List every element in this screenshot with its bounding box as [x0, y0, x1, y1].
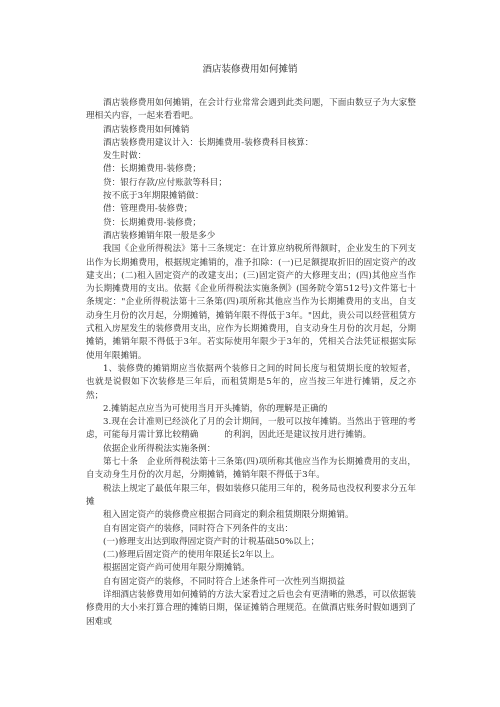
paragraph: 贷：长期摊费用-装修费；: [103, 217, 202, 228]
paragraph: 借：管理费用-装修费；: [103, 204, 193, 215]
paragraph: 自有固定资产的装修，同时符合下列条件的支出：: [103, 523, 294, 534]
paragraph: 借：长期摊费用-装修费；: [103, 164, 202, 175]
paragraph: 1、装修费的摊销期应当依据两个装修日之间的时间长度与租赁期长度的较短者，也就是说假如下次装修是三年后，而租赁期是5年的，应当按三年进行摊销，反之亦然；: [86, 363, 416, 401]
paragraph: 依据企业所得税法实施条例：: [103, 443, 216, 454]
paragraph: 第七十条 企业所得税法第十三条第(四)项所称其他应当作为长期摊费用的支出，自支动身生月份的次月起，分期摊销，摊销年限不得低于3年。: [86, 457, 416, 481]
paragraph: 酒店装修费用如何摊销，在会计行业常常会遇到此类问题，下面由数豆子为大家整理相关内容，一起来看看吧。: [86, 98, 416, 122]
paragraph: 我国《企业所得税法》第十三条规定：在计算应纳税所得额时，企业发生的下列支出作为长期摊费用，根据规定摊销的，准予扣除：(一)已足额提取折旧的固定资产的改建支出；(二)租入固定资产的改建支出；(三)固定资产的大修理支出；(四)其他应当作为长期摊费用的支出。依据《企业所得税法实施条例》(国务院令第512号)文件第七十条规定："企业所得税法第十三条第(四)项所称其他应当作为长期摊费用的支出，自支动身生月份的次月起，分期摊销，摊销年限不得低于3年。"因此，贵公司以经营租赁方式租入房屋发生的装修费用支出，应作为长期摊费用，自支动身生月份的次月起，分期摊销，摊销年限不得低于3年。若实际使用年限少于3年的，凭相关合法凭证根据实际使用年限摊销。: [86, 244, 416, 361]
paragraph: 按不底于3年期限摊销做：: [103, 191, 204, 202]
paragraph: 税法上规定了最低年限三年，假如装修只能用三年的，税务局也没权利要求分五年摊: [86, 483, 416, 507]
paragraph: 发生时做：: [103, 151, 147, 162]
paragraph: 自有固定资产的装修，不同时符合上述条件可一次性列当期损益: [103, 576, 346, 587]
paragraph: 酒店装修费用建议计入：长期摊费用-装修费科目核算：: [103, 137, 314, 148]
paragraph: 租入固定资产的装修费应根据合同商定的剩余租赁期限分期摊销。: [103, 510, 354, 521]
document-title: 酒店装修费用如何摊销: [202, 64, 298, 75]
paragraph: (二)修理后固定资产的使用年限延长2年以上。: [103, 550, 280, 561]
paragraph: 贷：银行存款/应付账款等科目；: [103, 177, 227, 188]
paragraph: 酒店装修费用如何摊销: [103, 124, 190, 135]
paragraph: 根据固定资产尚可使用年限分期摊销。: [103, 563, 250, 574]
paragraph: 酒店装修摊销年限一般是多少: [103, 230, 216, 241]
paragraph: 2.摊销起点应当为可使用当月开头摊销，你的理解是正确的: [103, 403, 328, 414]
paragraph: 3.现在会计准则已经淡化了月的会计期间，一般可以按年摊销。当然出于管理的考虑，可能每月需计算比较精确 的利润，因此还是建议按月进行摊销。: [86, 417, 416, 441]
paragraph: 详细酒店装修费用如何摊销的方法大家看过之后也会有更清晰的熟悉，可以依据装修费用的大小来打算合理的摊销日期，保证摊销合理规范。在做酒店账务时假如遇到了困难或: [86, 589, 416, 627]
document-body: [86, 97, 416, 629]
paragraph: (一)修理支出达到取得固定资产时的计税基础50%以上；: [103, 536, 320, 547]
